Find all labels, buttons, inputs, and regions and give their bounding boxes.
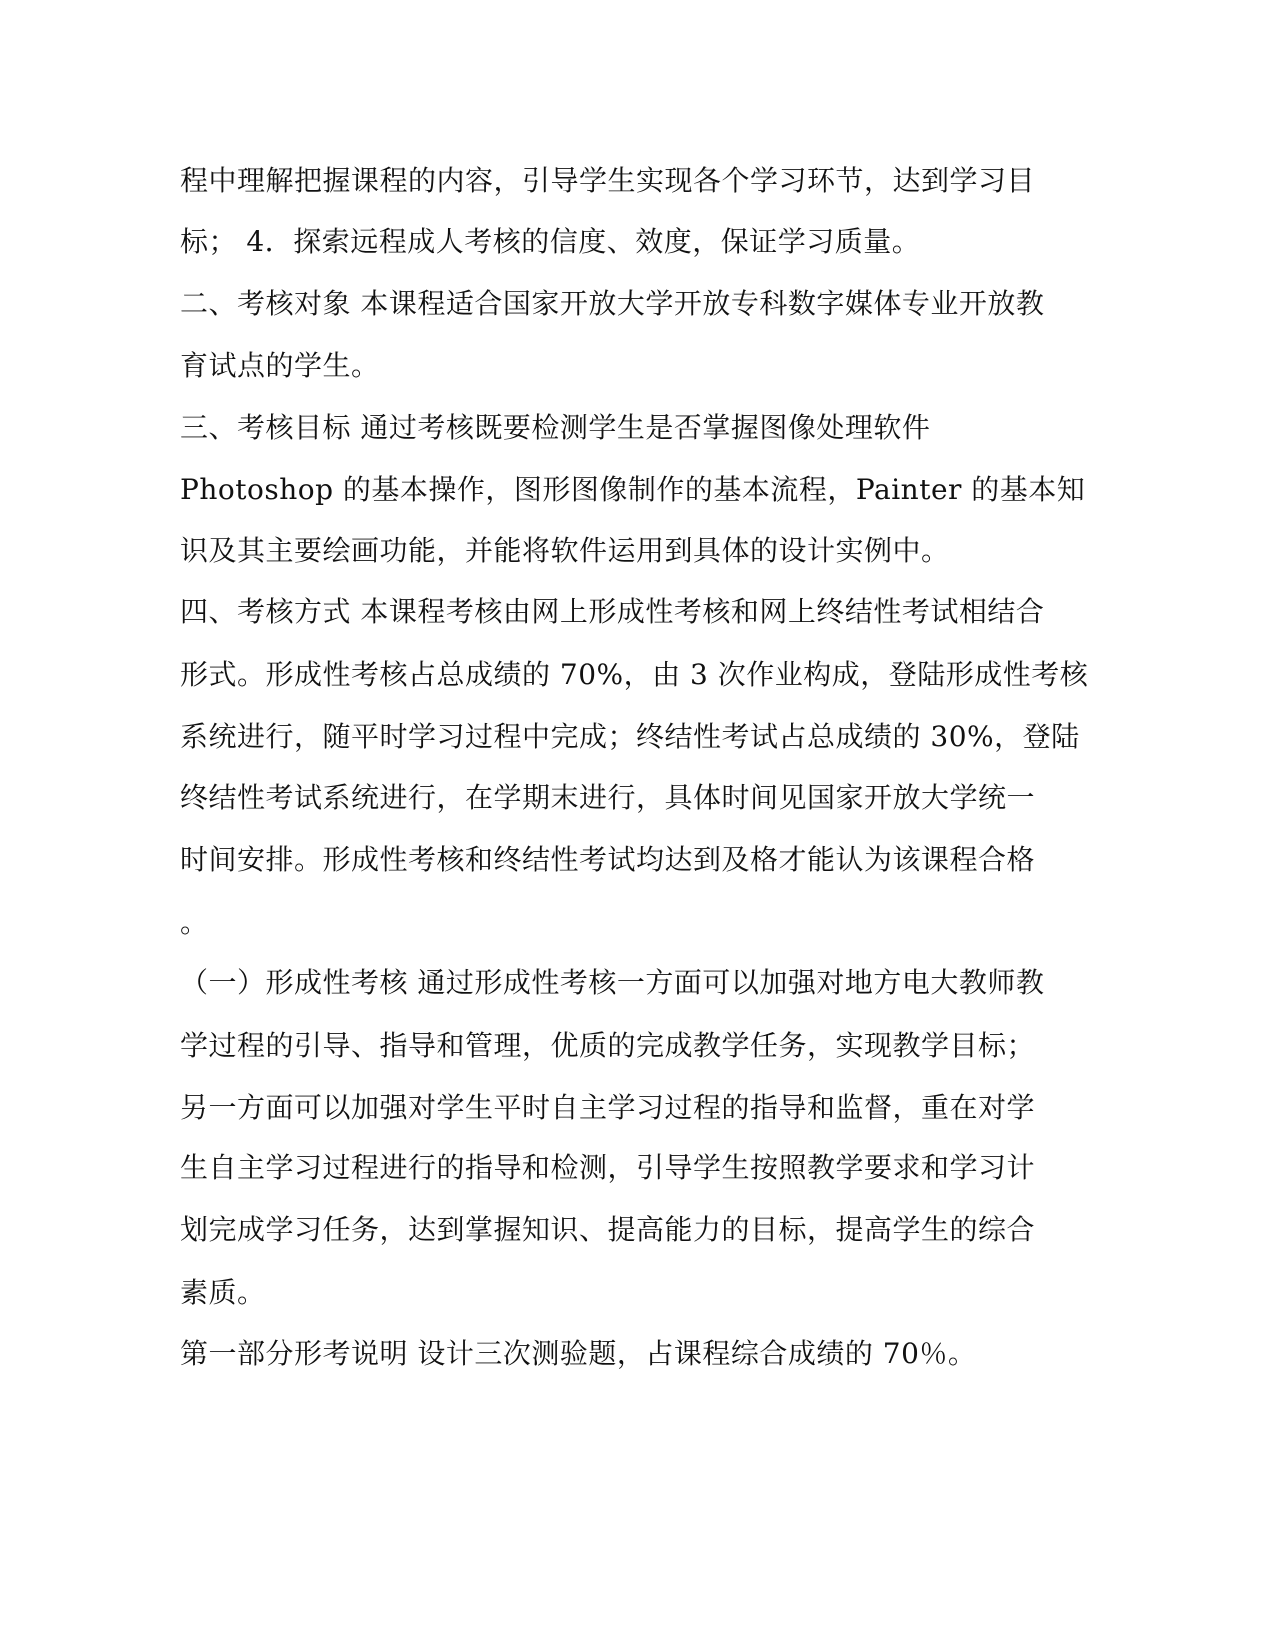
text-line: 另一方面可以加强对学生平时自主学习过程的指导和监督，重在对学 <box>180 1091 1036 1124</box>
text-line: 四、考核方式 本课程考核由网上形成性考核和网上终结性考试相结合 <box>180 595 1045 628</box>
text-line: 素质。 <box>180 1276 266 1309</box>
text-line: （一）形成性考核 通过形成性考核一方面可以加强对地方电大教师教 <box>180 966 1045 999</box>
text-line: 标； 4．探索远程成人考核的信度、效度，保证学习质量。 <box>180 225 921 258</box>
text-line: 生自主学习过程进行的指导和检测，引导学生按照教学要求和学习计 <box>180 1151 1036 1184</box>
text-line: 二、考核对象 本课程适合国家开放大学开放专科数字媒体专业开放教 <box>180 287 1045 320</box>
text-line: 时间安排。形成性考核和终结性考试均达到及格才能认为该课程合格 <box>180 843 1036 876</box>
text-line: 形式。形成性考核占总成绩的 70%，由 3 次作业构成，登陆形成性考核 <box>180 658 1089 691</box>
text-line: 三、考核目标 通过考核既要检测学生是否掌握图像处理软件 <box>180 411 931 444</box>
text-line: 终结性考试系统进行，在学期末进行，具体时间见国家开放大学统一 <box>180 781 1036 814</box>
text-line: 划完成学习任务，达到掌握知识、提高能力的目标，提高学生的综合 <box>180 1213 1036 1246</box>
text-line: 系统进行，随平时学习过程中完成；终结性考试占总成绩的 30%，登陆 <box>180 720 1080 753</box>
text-line: 。 <box>180 906 209 939</box>
text-line: 程中理解把握课程的内容，引导学生实现各个学习环节，达到学习目 <box>180 164 1036 197</box>
text-line: 第一部分形考说明 设计三次测验题，占课程综合成绩的 70％。 <box>180 1337 977 1370</box>
text-line: 育试点的学生。 <box>180 349 380 382</box>
text-line: 学过程的引导、指导和管理，优质的完成教学任务，实现教学目标； <box>180 1029 1036 1062</box>
text-line: 识及其主要绘画功能，并能将软件运用到具体的设计实例中。 <box>180 534 950 567</box>
text-line: Photoshop 的基本操作，图形图像制作的基本流程，Painter 的基本知 <box>180 473 1086 506</box>
